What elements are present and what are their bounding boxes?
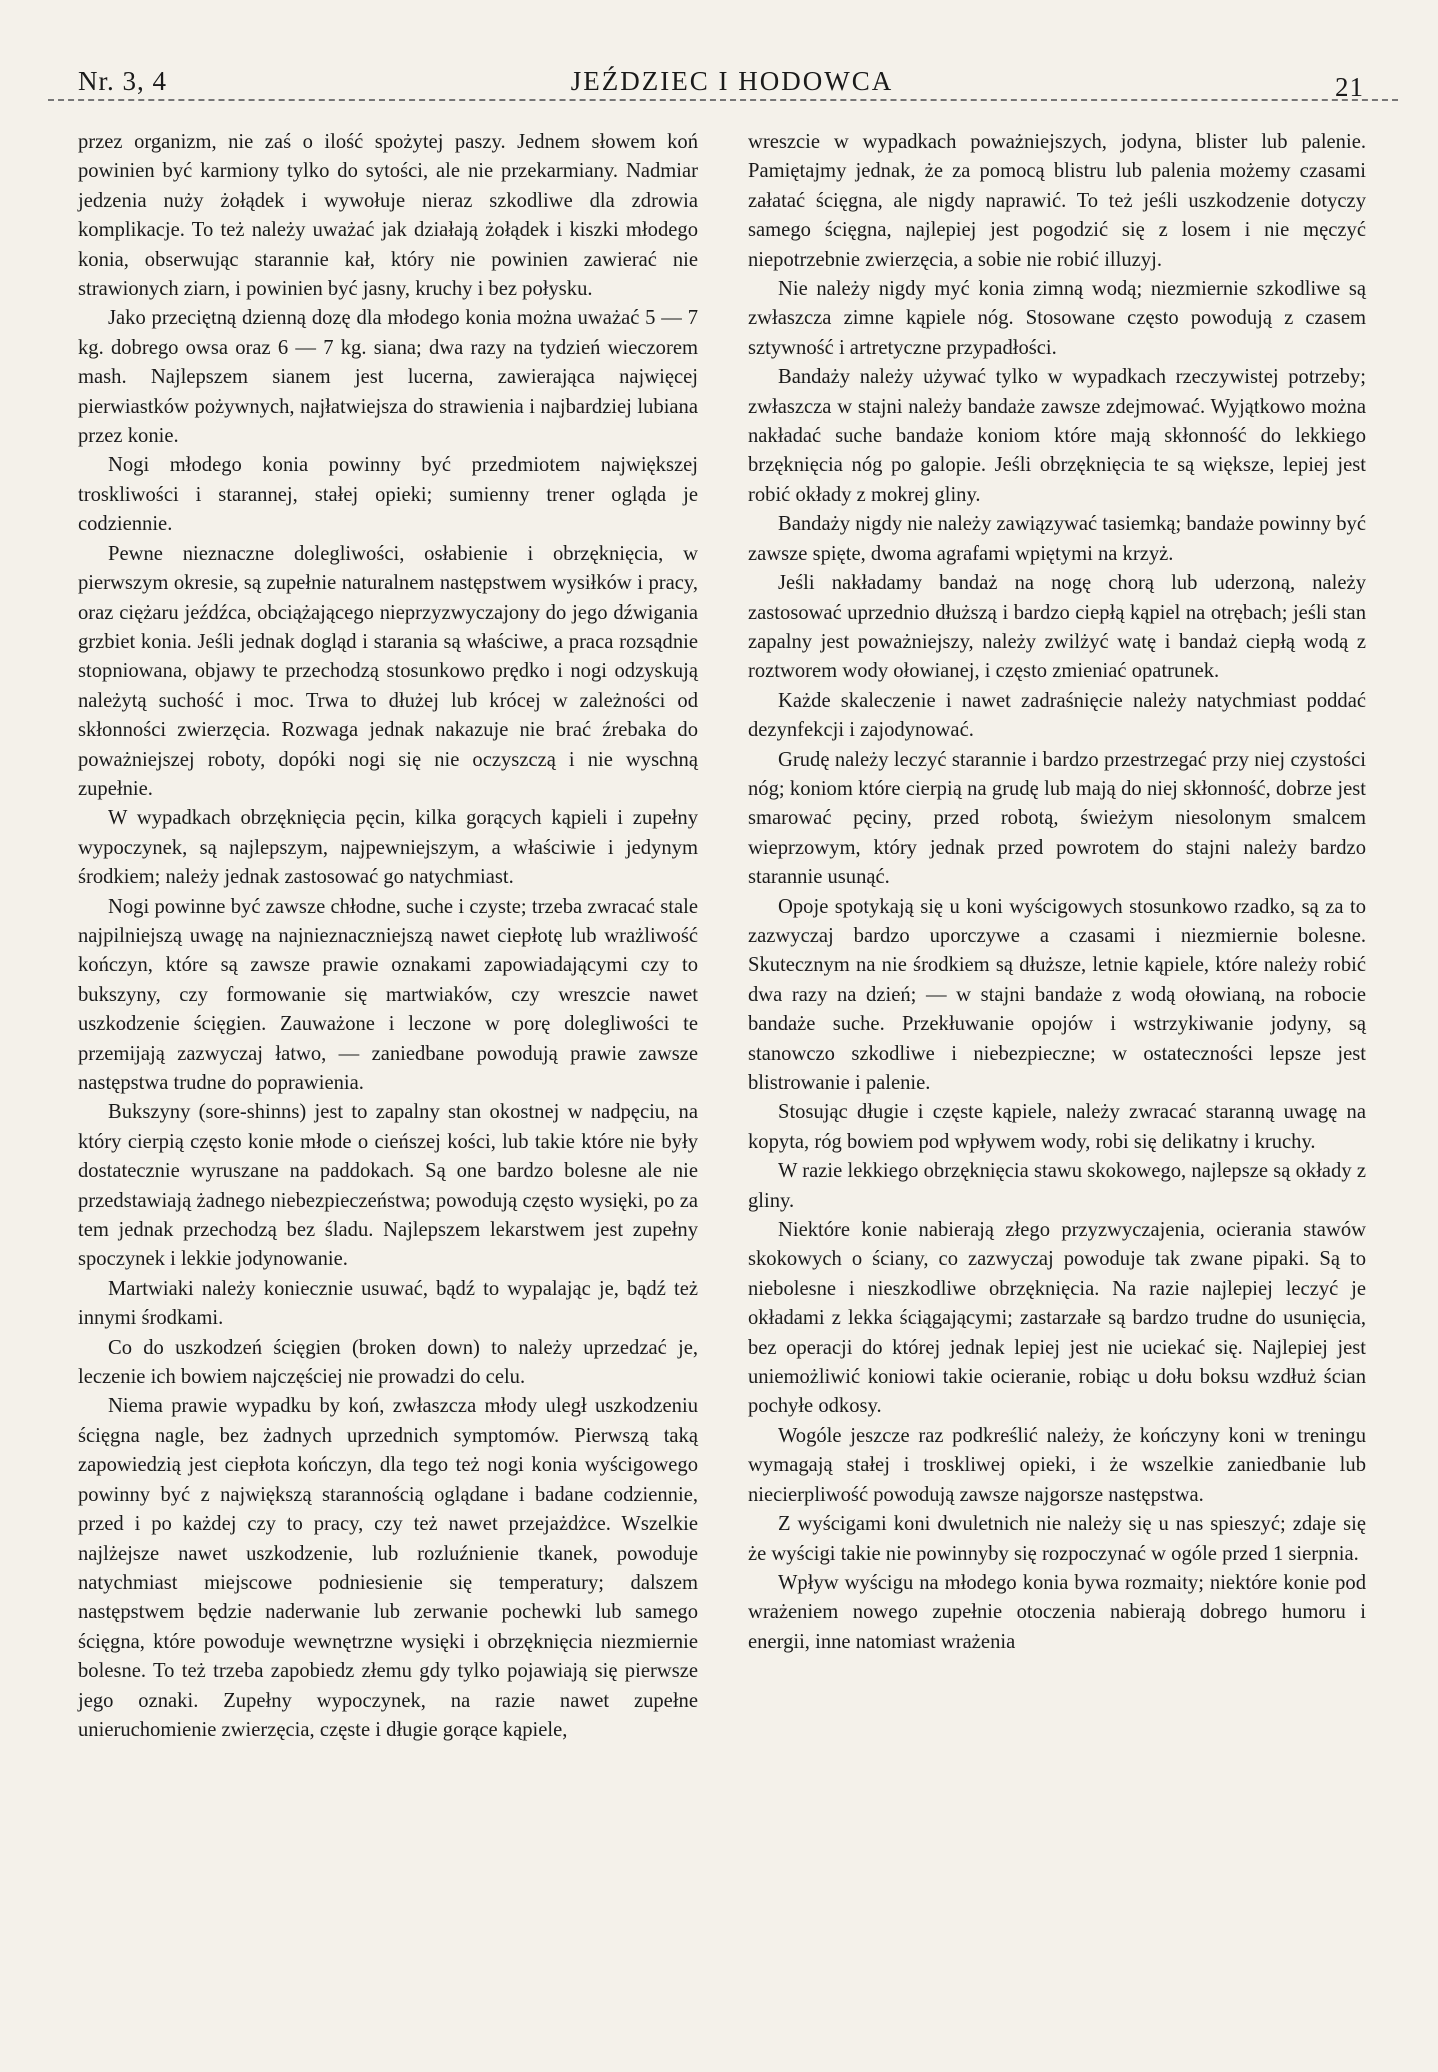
paragraph: Jeśli nakładamy bandaż na nogę chorą lub uderzoną, należy zastosować uprzednio dłuższą i bardzo ciepłą kąpiel na otrębach; jeśli stan zapalny jest poważniejszy, należy zwilżyć watę i bandaż ciepłą wodą z roztworem wody ołowianej, i często zmieniać opatrunek. xyxy=(748,572,1366,683)
page-number: 21 xyxy=(1335,72,1364,102)
paragraph: Jako przeciętną dzienną dozę dla młodego konia można uważać 5 — 7 kg. dobrego owsa oraz 6 — 7 kg. siana; dwa razy na tydzień wieczorem mash. Najlepszem sianem jest lucerna, zawierająca najwięcej pierwiastków pożywnych, najłatwiejsza do strawienia i najbardziej lubiana przez konie. xyxy=(78,307,698,448)
paragraph: Niektóre konie nabierają złego przyzwyczajenia, ocierania stawów skokowych o ściany, co zazwyczaj powoduje tak zwane pipaki. Są to niebolesne i nieszkodliwe obrzęknięcia. Na razie najlepiej leczyć je okładami z lekka ściągającymi; zastarzałe są bardzo trudne do usunięcia, bez operacji do której jednak lepiej jest nie uciekać się. Najlepiej jest uniemożliwić koniowi takie ocieranie, robiąc u dołu boksu wzdłuż ścian pochyłe odkosy. xyxy=(748,1219,1366,1418)
left-column xyxy=(78,128,698,1745)
paragraph: Martwiaki należy koniecznie usuwać, bądź to wypalając je, bądź też innymi środkami. xyxy=(78,1277,698,1330)
paragraph: Bandaży nigdy nie należy zawiązywać tasiemką; bandaże powinny być zawsze spięte, dwoma agrafami wpiętymi na krzyż. xyxy=(748,513,1366,565)
journal-title: JEŹDZIEC I HODOWCA xyxy=(570,66,894,96)
paragraph: Bukszyny (sore-shinns) jest to zapalny stan okostnej w nadpęciu, na który cierpią często konie młode o cieńszej kości, lub takie które nie były dostatecznie wyruszane na paddokach. Są one bardzo bolesne ale nie przedstawiają żadnego niebezpieczeństwa; powodują często wysięki, po za tem jednak przechodzą bez śladu. Najlepszem lekarstwem jest zupełny spoczynek i lekkie jodynowanie. xyxy=(78,1101,698,1271)
paragraph: Opoje spotykają się u koni wyścigowych stosunkowo rzadko, są za to zazwyczaj bardzo uporczywe a czasami i niezmiernie bolesne. Skutecznym na nie środkiem są dłuższe, letnie kąpiele, które należy robić dwa razy na dzień; — w stajni bandaże z wodą ołowianą, na robocie bandaże suche. Przekłuwanie opojów i wstrzykiwanie jodyny, są stanowczo szkodliwe i niebezpieczne; w ostateczności lepsze jest blistrowanie i palenie. xyxy=(748,895,1366,1094)
header-divider xyxy=(48,99,1398,101)
paragraph: Nogi młodego konia powinny być przedmiotem największej troskliwości i starannej, stałej opieki; sumienny trener ogląda je codziennie. xyxy=(78,454,698,536)
paragraph: Nogi powinne być zawsze chłodne, suche i czyste; trzeba zwracać stale najpilniejszą uwagę na najnieznaczniejszą nawet ciepłotę lub wrażliwość kończyn, które są zawsze prawie oznakami zapowiadającymi czy to bukszyny, czy formowanie się martwiaków, czy wreszcie nawet uszkodzenie ścięgien. Zauważone i leczone w porę dolegliwości te przemijają zazwyczaj łatwo, — zaniedbane powodują prawie zawsze następstwa trudne do poprawienia. xyxy=(78,895,698,1094)
paragraph: przez organizm, nie zaś o ilość spożytej paszy. Jednem słowem koń powinien być karmiony tylko do sytości, ale nie przekarmiany. Nadmiar jedzenia nuży żołądek i wywołuje nieraz szkodliwe dla zdrowia komplikacje. To też należy uważać jak działają żołądek i kiszki młodego konia, obserwując starannie kał, który nie powinien zawierać nie strawionych ziarn, i powinien być jasny, kruchy i bez połysku. xyxy=(78,131,698,301)
paragraph: wreszcie w wypadkach poważniejszych, jodyna, blister lub palenie. Pamiętajmy jednak, że za pomocą blistru lub palenia możemy czasami załatać ścięgna, ale nigdy naprawić. To też jeśli uszkodzenie dotyczy samego ścięgna, najlepiej jest pogodzić się z losem i nie męczyć niepotrzebnie zwierzęcia, a sobie nie robić illuzyj. xyxy=(748,131,1366,271)
issue-number: Nr. 3, 4 xyxy=(78,66,167,96)
paragraph: Grudę należy leczyć starannie i bardzo przestrzegać przy niej czystości nóg; koniom które cierpią na grudę lub mają do niej skłonność, dobrze jest smarować pęciny, przed robotą, świeżym niesolonym smalcem wieprzowym, który jednak przed powrotem do stajni należy bardzo starannie usunąć. xyxy=(748,748,1366,889)
paragraph: W wypadkach obrzęknięcia pęcin, kilka gorących kąpieli i zupełny wypoczynek, są najlepszym, najpewniejszym, a właściwie i jedynym środkiem; należy jednak zastosować go natychmiast. xyxy=(78,807,698,889)
right-column xyxy=(748,128,1366,1657)
paragraph: Z wyścigami koni dwuletnich nie należy się u nas spieszyć; zdaje się że wyścigi takie nie powinnyby się rozpoczynać w ogóle przed 1 sierpnia. xyxy=(748,1513,1366,1565)
paragraph: Niema prawie wypadku by koń, zwłaszcza młody uległ uszkodzeniu ścięgna nagle, bez żadnych uprzednich symptomów. Pierwszą taką zapowiedzią jest ciepłota kończyn, dla tego też nogi konia wyścigowego powinny być z największą starannością oglądane i badane codziennie, przed i po każdej czy to pracy, czy też nawet przejażdżce. Wszelkie najlżejsze nawet uszkodzenie, lub rozluźnienie tkanek, powoduje natychmiast miejscowe podniesienie się temperatury; dalszem następstwem będzie naderwanie lub zerwanie pochewki lub samego ścięgna, które powoduje wewnętrzne wysięki i obrzęknięcia niezmiernie bolesne. To też trzeba zapobiedz złemu gdy tylko pojawiają się pierwsze jego oznaki. Zupełny wypoczynek, na razie nawet zupełne unieruchomienie zwierzęcia, częste i długie gorące kąpiele, xyxy=(78,1395,698,1741)
paragraph: Wogóle jeszcze raz podkreślić należy, że kończyny koni w treningu wymagają stałej i troskliwej opieki, i że wszelkie zaniedbanie lub niecierpliwość powodują zawsze najgorsze następstwa. xyxy=(748,1424,1366,1506)
paragraph: Stosując długie i częste kąpiele, należy zwracać staranną uwagę na kopyta, róg bowiem pod wpływem wody, robi się delikatny i kruchy. xyxy=(748,1101,1366,1153)
paragraph: W razie lekkiego obrzęknięcia stawu skokowego, najlepsze są okłady z gliny. xyxy=(748,1160,1366,1212)
page-header xyxy=(78,62,1386,102)
paragraph: Nie należy nigdy myć konia zimną wodą; niezmiernie szkodliwe są zwłaszcza zimne kąpiele nóg. Stosowane często powodują z czasem sztywność i artretyczne przypadłości. xyxy=(748,278,1366,359)
paragraph: Pewne nieznaczne dolegliwości, osłabienie i obrzęknięcia, w pierwszym okresie, są zupełnie naturalnem następstwem wysiłków i pracy, oraz ciężaru jeźdźca, obciążającego nieprzyzwyczajony do jego dźwigania grzbiet konia. Jeśli jednak dogląd i starania są właściwe, a praca rozsądnie stopniowana, objawy te przechodzą stosunkowo prędko i nogi odzyskują należytą suchość i moc. Trwa to dłużej lub krócej w zależności od skłonności zwierzęcia. Rozwaga jednak nakazuje nie brać źrebaka do poważniejszej roboty, dopóki nogi się nie oczyszczą i nie wyschną zupełnie. xyxy=(78,542,698,800)
paragraph: Wpływ wyścigu na młodego konia bywa rozmaity; niektóre konie pod wrażeniem nowego zupełnie otoczenia nabierają dobrego humoru i energii, inne natomiast wrażenia xyxy=(748,1571,1366,1653)
paragraph: Każde skaleczenie i nawet zadraśnięcie należy natychmiast poddać dezynfekcji i zajodynować. xyxy=(748,689,1366,742)
paragraph: Bandaży należy używać tylko w wypadkach rzeczywistej potrzeby; zwłaszcza w stajni należy bandaże zawsze zdejmować. Wyjątkowo można nakładać suche bandaże koniom które mają skłonność do lekkiego brzęknięcia nóg po galopie. Jeśli obrzęknięcia te są większe, lepiej jest robić okłady z mokrej gliny. xyxy=(748,366,1366,506)
paragraph: Co do uszkodzeń ścięgien (broken down) to należy uprzedzać je, leczenie ich bowiem najczęściej nie prowadzi do celu. xyxy=(78,1336,698,1389)
